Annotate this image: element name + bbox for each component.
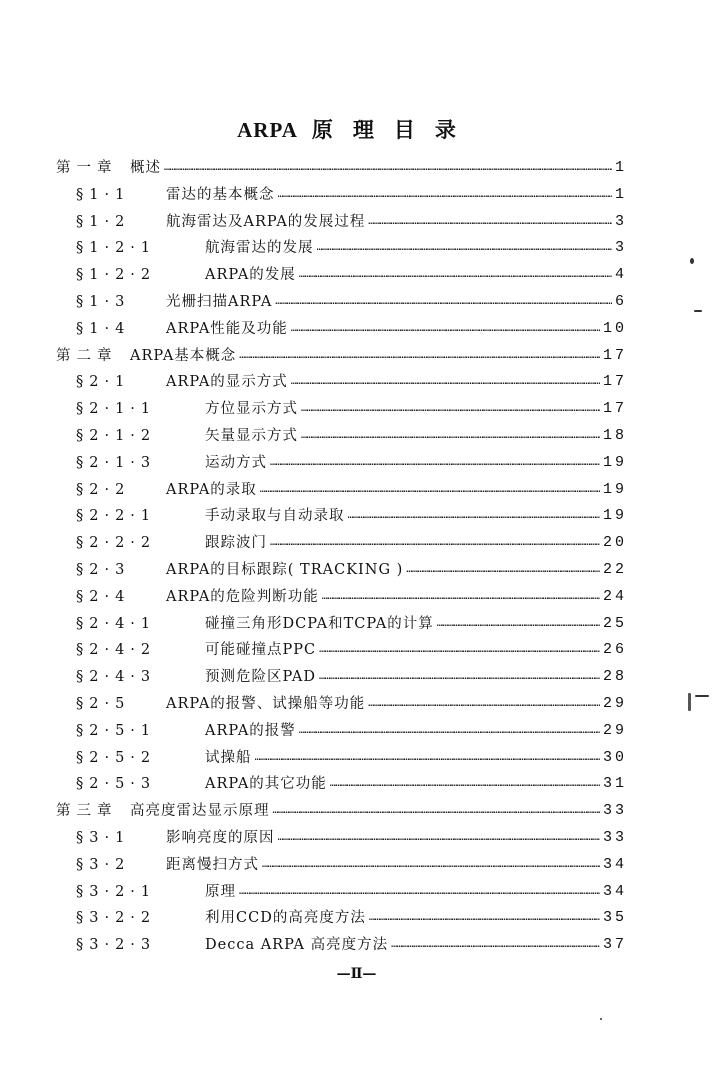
toc-entry-label: 航海雷达及ARPA的发展过程 — [166, 213, 366, 230]
toc-entry-label: 可能碰撞点PPC — [205, 642, 317, 659]
toc-entry[interactable] — [76, 614, 627, 634]
dot-leader — [330, 774, 600, 794]
toc-entry-label: ARPA的录取 — [166, 481, 257, 498]
toc-entry[interactable] — [76, 694, 627, 714]
toc-entry-number: §3·2·2 — [76, 910, 157, 927]
dot-leader — [299, 721, 600, 741]
scan-speck — [600, 1018, 602, 1020]
toc-entry-page: 26 — [602, 641, 627, 659]
toc-entry-page: 30 — [602, 748, 627, 766]
toc-entry-label: 概述 — [130, 160, 161, 176]
toc-entry[interactable] — [76, 533, 627, 553]
toc-entry-page: 10 — [602, 319, 627, 337]
toc-entry-number: §1·2 — [76, 213, 131, 230]
toc-entry-page: 17 — [602, 346, 627, 364]
toc-entry-page: 25 — [602, 614, 627, 632]
toc-entry-label: ARPA的报警、试操船等功能 — [166, 696, 366, 712]
dot-leader — [319, 640, 600, 660]
dot-leader — [406, 560, 600, 580]
toc-entry-page: 1 — [614, 185, 627, 203]
toc-entry-label: 影响亮度的原因 — [166, 830, 275, 846]
dot-leader — [273, 801, 600, 821]
toc-entry-page: 19 — [602, 507, 627, 525]
toc-entry-number: §1·2·1 — [76, 240, 157, 257]
toc-entry[interactable] — [76, 667, 627, 687]
toc-entry-page: 33 — [602, 829, 627, 846]
dot-leader — [270, 533, 600, 553]
toc-entry-label: 运动方式 — [205, 454, 267, 471]
toc-entry-page: 35 — [602, 909, 627, 927]
page-number-footer: —Ⅱ— — [336, 966, 377, 982]
toc-entry[interactable] — [56, 158, 627, 178]
toc-entry-page: 34 — [602, 855, 627, 873]
toc-entry-label: ARPA的发展 — [205, 267, 296, 284]
dot-leader — [299, 265, 612, 285]
toc-entry[interactable] — [76, 265, 627, 285]
dot-leader — [278, 828, 600, 848]
toc-entry[interactable] — [56, 801, 627, 821]
toc-entry-label: 试操船 — [205, 749, 252, 766]
toc-entry-label: 航海雷达的发展 — [205, 240, 314, 257]
toc-entry-page: 18 — [602, 427, 627, 444]
toc-entry-label: 光栅扫描ARPA — [166, 294, 273, 310]
toc-entry-page: 29 — [602, 695, 627, 712]
toc-entry-label: ARPA基本概念 — [130, 347, 237, 364]
dot-leader — [270, 453, 600, 473]
toc-entry[interactable] — [76, 372, 627, 392]
toc-entry[interactable] — [76, 828, 627, 848]
toc-entry-number: §2·1 — [76, 374, 131, 391]
page-title — [0, 114, 713, 144]
toc-entry-page: 31 — [602, 775, 627, 793]
toc-entry[interactable] — [76, 185, 627, 205]
toc-entry-label: 矢量显示方式 — [205, 428, 298, 444]
dot-leader — [322, 587, 600, 607]
scan-speck — [688, 693, 691, 711]
toc-entry-page: 29 — [602, 721, 627, 739]
toc-entry-number: §3·1 — [76, 830, 131, 846]
toc-entry-label: ARPA的显示方式 — [166, 374, 288, 391]
toc-entry-number: §3·2·3 — [76, 937, 157, 954]
toc-entry-label: 方位显示方式 — [205, 401, 298, 418]
toc-entry-page: 6 — [614, 293, 627, 310]
toc-entry-number: 第一章 — [56, 160, 118, 176]
toc-entry-page: 33 — [602, 802, 627, 820]
dot-leader — [291, 319, 600, 339]
toc-entry-page: 17 — [602, 373, 627, 391]
toc-entry-number: §2·4·2 — [76, 642, 157, 659]
toc-entry-number: §2·1·2 — [76, 428, 157, 444]
dot-leader — [301, 426, 600, 446]
toc-entry-label: 碰撞三角形DCPA和TCPA的计算 — [205, 615, 434, 632]
dot-leader — [278, 185, 612, 205]
toc-entry-page: 17 — [602, 400, 627, 418]
toc-entry-label: 高亮度雷达显示原理 — [130, 803, 270, 820]
toc-entry[interactable] — [76, 855, 627, 875]
dot-leader — [348, 506, 600, 526]
dot-leader — [275, 292, 612, 312]
toc-entry-label: 预测危险区PAD — [205, 669, 317, 686]
toc-entry-page: 3 — [614, 212, 627, 230]
toc-entry-number: §2·4·3 — [76, 669, 157, 686]
toc-entry[interactable] — [76, 426, 627, 446]
toc-entry-number: §2·5·1 — [76, 722, 157, 739]
toc-entry-number: §3·2 — [76, 856, 131, 873]
toc-entry[interactable] — [76, 480, 627, 500]
toc-entry-page: 20 — [602, 534, 627, 552]
toc-entry-number: §2·5·2 — [76, 749, 157, 766]
dot-leader — [368, 212, 612, 232]
dot-leader — [262, 855, 600, 875]
toc-entry-number: §2·2 — [76, 481, 131, 498]
toc-entry[interactable] — [76, 238, 627, 258]
dot-leader — [319, 667, 600, 687]
dot-leader — [255, 748, 600, 768]
toc-entry[interactable] — [76, 292, 627, 312]
toc-entry-label: ARPA的其它功能 — [205, 776, 327, 793]
toc-entry-page: 3 — [614, 239, 627, 257]
scan-speck — [695, 695, 709, 697]
toc-entry[interactable] — [76, 640, 627, 660]
toc-entry-page: 4 — [614, 266, 627, 284]
toc-entry[interactable] — [76, 774, 627, 794]
toc-entry-number: 第二章 — [56, 347, 118, 364]
toc-entry[interactable] — [76, 453, 627, 473]
toc-entry-number: §1·4 — [76, 320, 131, 337]
toc-entry-number: §2·4 — [76, 588, 131, 605]
toc-entry-label: Decca ARPA 高亮度方法 — [205, 937, 389, 954]
toc-entry-label: 手动录取与自动录取 — [205, 508, 345, 525]
dot-leader — [368, 694, 600, 714]
dot-leader — [369, 908, 600, 928]
toc-entry-number: §1·1 — [76, 186, 131, 203]
toc-entry-page: 28 — [602, 668, 627, 686]
scan-speck — [694, 310, 702, 312]
dot-leader — [391, 935, 600, 955]
dot-leader — [317, 238, 612, 258]
toc-entry-label: ARPA的目标跟踪( TRACKING ) — [166, 562, 404, 578]
toc-entry-number: §2·4·1 — [76, 615, 157, 632]
dot-leader — [239, 346, 600, 366]
toc-entry[interactable] — [56, 346, 627, 366]
toc-entry[interactable] — [76, 560, 627, 580]
toc-entry[interactable] — [76, 882, 627, 902]
toc-entry[interactable] — [76, 908, 627, 928]
toc-entry-label: 利用CCD的高亮度方法 — [205, 910, 366, 927]
toc-entry-page: 22 — [602, 561, 627, 578]
toc-entry-label: 距离慢扫方式 — [166, 856, 259, 873]
toc-entry[interactable] — [76, 587, 627, 607]
toc-entry-label: 跟踪波门 — [205, 535, 267, 552]
toc-entry[interactable] — [76, 935, 627, 955]
toc-entry-page: 24 — [602, 587, 627, 605]
dot-leader — [291, 372, 600, 392]
title-latin: ARPA — [237, 118, 298, 142]
toc-entry[interactable] — [76, 506, 627, 526]
title-cjk: 原理目录 — [311, 117, 476, 142]
dot-leader — [437, 614, 600, 634]
toc-entry-page: 19 — [602, 480, 627, 498]
dot-leader — [239, 882, 600, 902]
dot-leader — [260, 480, 600, 500]
dot-leader — [301, 399, 600, 419]
toc-entry-label: ARPA的报警 — [205, 722, 296, 739]
toc-entry-page: 37 — [602, 936, 627, 954]
toc-entry-number: §1·2·2 — [76, 267, 157, 284]
toc-entry-number: §2·3 — [76, 562, 131, 578]
toc-entry-label: ARPA的危险判断功能 — [166, 588, 319, 605]
toc-entry-number: §2·1·3 — [76, 454, 157, 471]
toc-entry-page: 19 — [602, 453, 627, 471]
toc-entry-number: §2·1·1 — [76, 401, 157, 418]
toc-entry-number: §1·3 — [76, 294, 131, 310]
toc-entry[interactable] — [76, 212, 627, 232]
toc-entry[interactable] — [76, 721, 627, 741]
toc-entry-number: 第三章 — [56, 803, 118, 820]
dot-leader — [164, 158, 612, 178]
toc-entry-number: §2·5·3 — [76, 776, 157, 793]
toc-entry[interactable] — [76, 319, 627, 339]
toc-entry-number: §3·2·1 — [76, 883, 157, 900]
scan-speck — [690, 258, 694, 264]
toc-entry-number: §2·2·1 — [76, 508, 157, 525]
toc-entry[interactable] — [76, 748, 627, 768]
toc-entry-label: 雷达的基本概念 — [166, 186, 275, 203]
toc-entry-number: §2·2·2 — [76, 535, 157, 552]
toc-entry-label: 原理 — [205, 883, 236, 900]
toc-entry-number: §2·5 — [76, 696, 131, 712]
toc-entry[interactable] — [76, 399, 627, 419]
toc-entry-label: ARPA性能及功能 — [166, 320, 288, 337]
toc-entry-page: 34 — [602, 882, 627, 900]
toc-entry-page: 1 — [614, 159, 627, 176]
